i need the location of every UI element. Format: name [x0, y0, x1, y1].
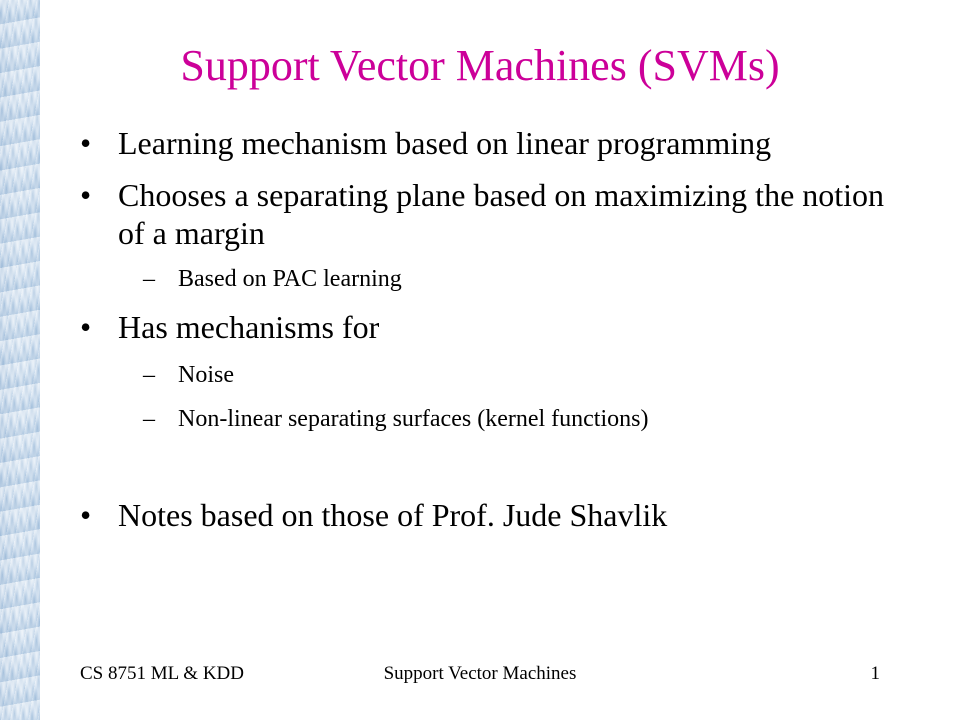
bullet-item [80, 124, 900, 162]
footer-course: CS 8751 ML & KDD [80, 663, 244, 684]
sub-bullet-item [80, 264, 900, 294]
dash-icon: – [143, 362, 155, 388]
sub-bullet-item [80, 404, 900, 434]
bullet-item [80, 308, 900, 346]
decorative-side-strip [0, 0, 40, 720]
sub-bullet-text: Non-linear separating surfaces (kernel functions) [178, 406, 649, 432]
page-number: 1 [870, 663, 880, 684]
bullet-list [80, 124, 900, 534]
bullet-text: Has mechanisms for [118, 309, 380, 345]
sub-bullet-item [80, 360, 900, 390]
slide-title: Support Vector Machines (SVMs) [180, 41, 780, 90]
bullet-item [80, 176, 900, 252]
dash-icon: – [143, 406, 155, 432]
bullet-text: Learning mechanism based on linear programming [118, 125, 772, 161]
footer-topic: Support Vector Machines [383, 663, 577, 684]
bullet-text: Notes based on those of Prof. Jude Shavlik [118, 497, 668, 533]
sub-bullet-text: Based on PAC learning [178, 266, 402, 292]
bullet-icon: • [80, 177, 92, 213]
bullet-icon: • [80, 309, 92, 345]
bullet-item [80, 496, 900, 534]
sub-bullet-text: Noise [178, 362, 234, 388]
bullet-text: Chooses a separating plane based on maximizing the notion of a margin [118, 177, 885, 251]
bullet-icon: • [80, 125, 92, 161]
bullet-icon: • [80, 497, 92, 533]
dash-icon: – [143, 266, 155, 292]
